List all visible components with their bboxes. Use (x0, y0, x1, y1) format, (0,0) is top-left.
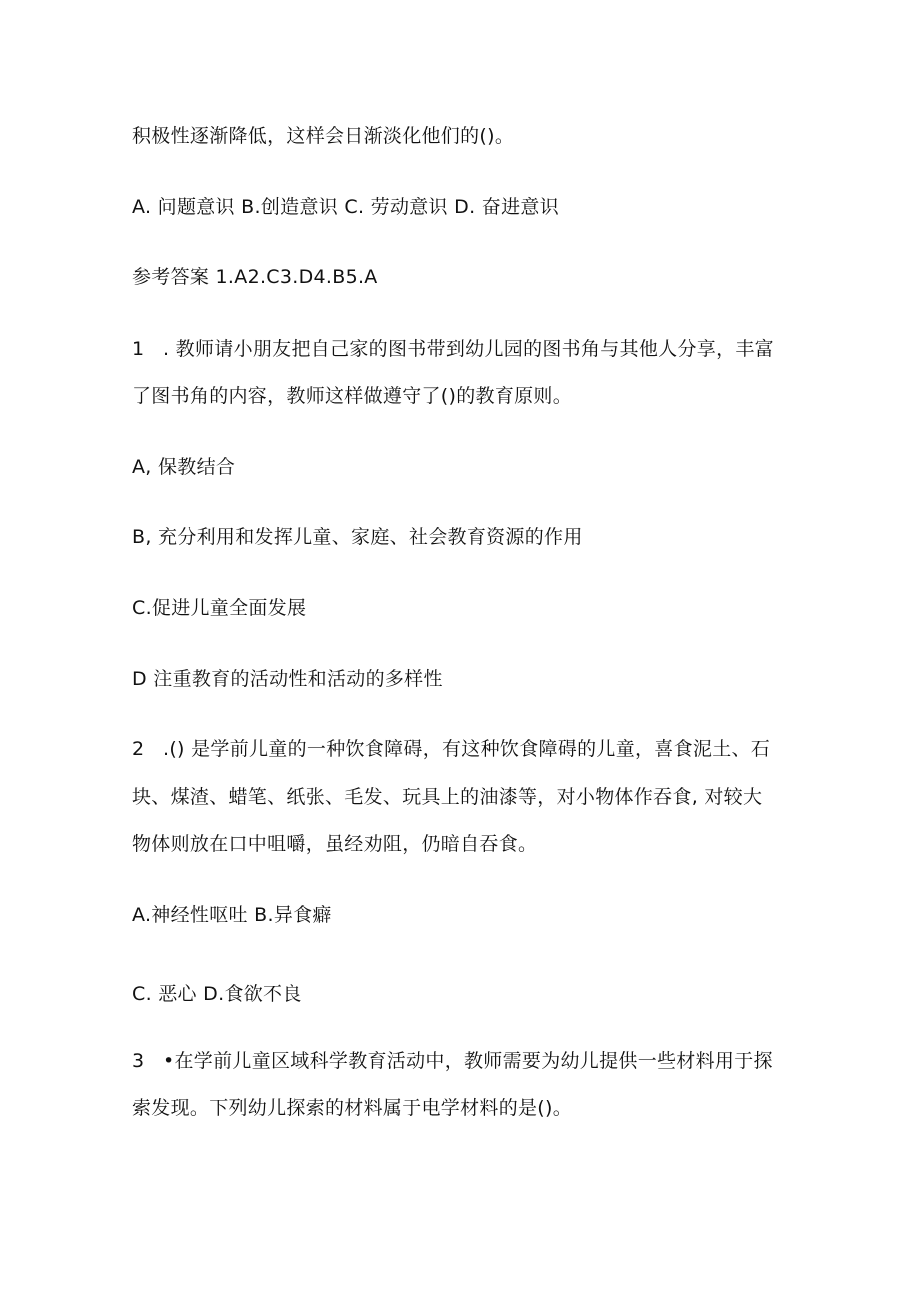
question-3-number: 3 (132, 1050, 145, 1072)
question-1-option-d: D 注重教育的活动性和活动的多样性 (132, 668, 443, 690)
paragraph-continuation: 积极性逐渐降低，这样会日渐淡化他们的()。 (132, 125, 515, 147)
question-2-options-ab: A.神经性呕吐 B.异食癖 (132, 904, 332, 926)
question-1-line-2: 了图书角的内容，教师这样做遵守了()的教育原则。 (132, 385, 573, 407)
question-1-option-b: B, 充分利用和发挥儿童、家庭、社会教育资源的作用 (132, 526, 583, 548)
question-1-option-a: A, 保教结合 (132, 456, 236, 478)
question-3-line-2: 索发现。下列幼儿探索的材料属于电学材料的是()。 (132, 1097, 573, 1119)
question-2-text: .() 是学前儿童的一种饮食障碍，有这种饮食障碍的儿童，喜食泥土、石 (163, 738, 771, 760)
question-2-line-2: 块、煤渣、蜡笔、纸张、毛发、玩具上的油漆等，对小物体作吞食, 对较大 (132, 786, 763, 808)
question-1-option-c: C.促进儿童全面发展 (132, 597, 307, 619)
question-1-text: . 教师请小朋友把自己家的图书带到幼儿园的图书角与其他人分享，丰富 (163, 338, 774, 360)
question-1-line-1 (132, 337, 774, 361)
question-2-options-cd: C. 恶心 D.食欲不良 (132, 983, 302, 1005)
question-3-text: •在学前儿童区域科学教育活动中，教师需要为幼儿提供一些材料用于探 (163, 1050, 773, 1072)
question-3-line-1 (132, 1049, 773, 1073)
previous-question-options: A. 问题意识 B.创造意识 C. 劳动意识 D. 奋进意识 (132, 196, 559, 218)
question-2-number: 2 (132, 738, 145, 760)
question-2-line-1 (132, 737, 770, 761)
question-1-number: 1 (132, 338, 145, 360)
question-2-line-3: 物体则放在口中咀嚼，虽经劝阻，仍暗自吞食。 (132, 833, 538, 855)
answer-key: 参考答案 1.A2.C3.D4.B5.A (132, 266, 378, 288)
